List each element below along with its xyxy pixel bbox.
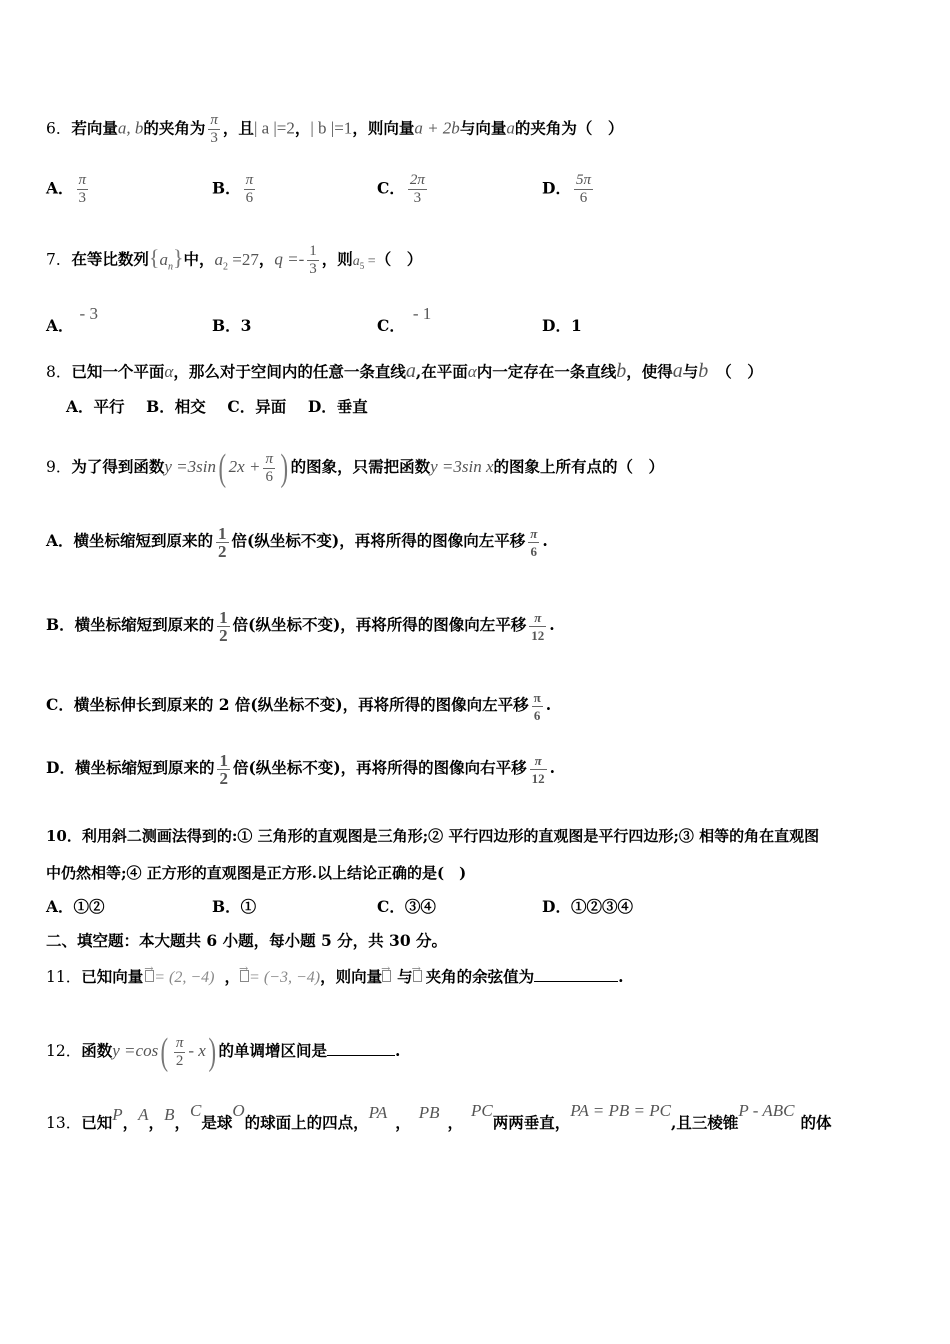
q6-text-5: 与向量	[459, 118, 507, 138]
q7-text-3: ，则	[321, 249, 353, 269]
q13-B: B	[164, 1105, 175, 1124]
q12-func: y =cos	[112, 1041, 159, 1060]
q13-text-6: 的体	[800, 1113, 832, 1132]
q12-end: .	[395, 1041, 401, 1060]
q7-text-2: 中，	[183, 249, 215, 269]
q7-ratio: q =-	[274, 249, 305, 269]
q13-text-1: 已知	[81, 1113, 113, 1132]
q6-vectors-ab: a, b	[117, 118, 144, 138]
q6-sep: ，	[294, 118, 311, 138]
q7-option-c: C．- 1	[377, 304, 432, 335]
question-7: 7．在等比数列$\{a_n\}$中，$a_2 =27$，q =- $\frac{1}{3}$ ，则$a_5$ =（ ）	[46, 243, 423, 277]
question-6	[46, 112, 623, 147]
q13-C: C	[189, 1101, 202, 1120]
q6-text-6: 的夹角为（ ）	[514, 118, 624, 138]
q6-option-d: D． $\frac{5\pi}{6}$	[542, 172, 591, 206]
q10-option-c: C．③④	[377, 897, 436, 916]
q8-line-a-2: a	[672, 360, 683, 382]
q8-text-2: ，那么对于空间内的任意一条直线	[173, 362, 406, 381]
q8-text-7: （ ）	[716, 362, 763, 381]
q11-text-1: 已知向量	[81, 967, 144, 986]
vector-a-icon: →	[145, 970, 154, 982]
q7-text-4: （ ）	[375, 249, 423, 269]
q7-a5: $a_5$ =	[352, 253, 376, 271]
q11-number: 11．	[46, 968, 82, 986]
q12-number: 12．	[46, 1042, 82, 1060]
q8-text-5: ，使得	[626, 362, 673, 381]
q9-func-1b: 2x +	[228, 457, 261, 476]
q11-text-3: 与	[397, 967, 413, 986]
q6-option-b: B． $\frac{\pi}{6}$	[212, 172, 254, 206]
q13-A: A	[138, 1105, 149, 1124]
q8-option-b: B．相交	[146, 397, 206, 416]
q6-text-1: 若向量	[71, 118, 118, 138]
q13-P: P	[112, 1105, 123, 1124]
question-12: 12．函数y =cos( $\frac{\pi}{2}$ - x) 的单调增区间是 .	[46, 1031, 401, 1073]
q7-sep: ，	[258, 249, 275, 269]
q6-mod-b: | b |=1	[310, 118, 353, 138]
q7-a2: $a_2 =27$	[214, 249, 259, 272]
q6-angle-fraction: $\frac{\pi}{3}$	[210, 112, 218, 146]
q8-number: 8．	[46, 363, 72, 381]
q6-mod-a: | a |=2	[253, 118, 295, 138]
question-13: 13．已知P，A，B，C是球O的球面上的四点，PA，PB，PC两两垂直，PA = PB = PC,且三棱锥P - ABC的体	[46, 1101, 832, 1132]
q6-text-4: ，则向量	[352, 118, 415, 138]
question-9: 9．为了得到函数y =3sin( 2x + $\frac{\pi}{6}$ ) 的图象，只需把函数y =3sin x的图象上所有点的（ ）	[46, 447, 665, 489]
q8-options	[66, 396, 368, 418]
q10-option-d: D．①②③④	[542, 897, 633, 916]
q8-text-3: ,在平面	[415, 362, 468, 381]
q13-PC: PC	[471, 1101, 493, 1120]
q13-text-4: 两两垂直，	[492, 1113, 571, 1132]
q8-alpha-2: α	[467, 362, 477, 381]
q11-answer-blank[interactable]	[534, 981, 618, 982]
q13-text-2: 是球	[201, 1113, 233, 1132]
question-8	[46, 360, 763, 383]
q8-alpha: α	[164, 362, 174, 381]
q7-option-d: D．1	[542, 316, 582, 335]
q8-option-a: A．平行	[66, 397, 125, 416]
q12-text-2: 的单调增区间是	[218, 1041, 327, 1060]
q13-O: O	[232, 1101, 245, 1120]
q9-number: 9．	[46, 458, 72, 476]
q13-PA: PA	[368, 1103, 388, 1122]
q13-number: 13．	[46, 1114, 82, 1132]
q8-text-4: 内一定存在一条直线	[476, 362, 617, 381]
q9-text-1: 为了得到函数	[71, 457, 165, 476]
vector-b-icon-2: →	[413, 970, 422, 982]
q12-func-fraction: $\frac{\pi}{2}$	[175, 1034, 184, 1069]
q8-line-b: b	[616, 360, 627, 382]
q6-text-2: 的夹角为	[143, 118, 206, 138]
q6-option-c: C． $\frac{2\pi}{3}$	[377, 172, 425, 206]
q7-ratio-fraction: $\frac{1}{3}$	[309, 243, 317, 277]
q13-pyramid: P - ABC	[738, 1101, 795, 1120]
q10-line-1: 10．利用斜二测画法得到的:① 三角形的直观图是三角形;② 平行四边形的直观图是平行四边形;③ 相等的角在直观图	[46, 827, 820, 845]
q12-answer-blank[interactable]	[327, 1055, 395, 1056]
q8-text-1: 已知一个平面	[71, 362, 165, 381]
q13-equal-edges: PA = PB = PC	[570, 1101, 671, 1120]
q11-sep: ，	[224, 967, 241, 986]
q11-vector-1: = (2, −4)	[154, 969, 215, 986]
q9-text-2: 的图象，只需把函数	[290, 457, 431, 476]
q7-an: $a_n$	[159, 249, 173, 272]
q7-text-1: 在等比数列	[71, 249, 149, 269]
q9-option-c: C．横坐标伸长到原来的 2 倍(纵坐标不变)，再将所得的图像向左平移 $\frac{\pi}{6}$ .	[46, 689, 552, 723]
q7-option-b: B．3	[212, 316, 252, 335]
q9-text-3: 的图象上所有点的（ ）	[493, 457, 665, 476]
q10-option-b: B．①	[212, 897, 257, 916]
q9-func-1a: y =3sin	[164, 457, 216, 476]
vector-a-icon-2: →	[382, 970, 391, 982]
q6-text-3: ，且	[222, 118, 254, 138]
q10-line-2: 中仍然相等;④ 正方形的直观图是正方形.以上结论正确的是( )	[46, 864, 467, 882]
q9-func-fraction: $\frac{\pi}{6}$	[265, 450, 273, 485]
q11-text-2: ，则向量	[320, 967, 383, 986]
q9-option-d: D．横坐标缩短到原来的 $\frac{1}{2}$ 倍(纵坐标不变)，再将所得的图像向右平移 $\frac{\pi}{12}$ .	[46, 750, 556, 788]
q6-option-a: A． $\frac{\pi}{3}$	[46, 172, 87, 206]
q8-line-a: a	[405, 360, 416, 382]
question-11	[46, 962, 624, 989]
q11-vector-2: = (−3, −4)	[249, 969, 321, 986]
q7-number: 7．	[46, 250, 72, 269]
q10-option-a: A．①②	[46, 897, 105, 916]
q13-text-5: ,且三棱锥	[670, 1113, 739, 1132]
vector-b-icon: →	[240, 970, 249, 982]
q6-number: 6．	[46, 119, 72, 138]
section-2-heading: 二、填空题：本大题共 6 小题，每小题 5 分，共 30 分。	[46, 931, 448, 950]
q7-option-a: A．- 3	[46, 304, 98, 335]
q8-option-d: D．垂直	[307, 397, 368, 416]
q8-option-c: C．异面	[227, 397, 287, 416]
q13-text-3: 的球面上的四点，	[244, 1113, 369, 1132]
q11-end: .	[618, 967, 624, 986]
q6-expr: a + 2b	[414, 118, 460, 138]
q12-func-rest: - x	[188, 1041, 206, 1060]
q11-text-4: 夹角的余弦值为	[425, 967, 535, 986]
q8-line-b-2: b	[698, 360, 709, 382]
q12-text-1: 函数	[81, 1041, 113, 1060]
q8-text-6: 与	[682, 362, 699, 381]
q13-PB: PB	[418, 1103, 440, 1122]
q9-option-a: A．横坐标缩短到原来的 $\frac{1}{2}$ 倍(纵坐标不变)，再将所得的图像向左平移 $\frac{\pi}{6}$ .	[46, 523, 548, 561]
q6-vector-a: a	[506, 118, 515, 138]
q9-option-b: B．横坐标缩短到原来的 $\frac{1}{2}$ 倍(纵坐标不变)，再将所得的图像向左平移 $\frac{\pi}{12}$ .	[46, 607, 555, 645]
q9-func-2: y =3sin x	[430, 457, 494, 476]
